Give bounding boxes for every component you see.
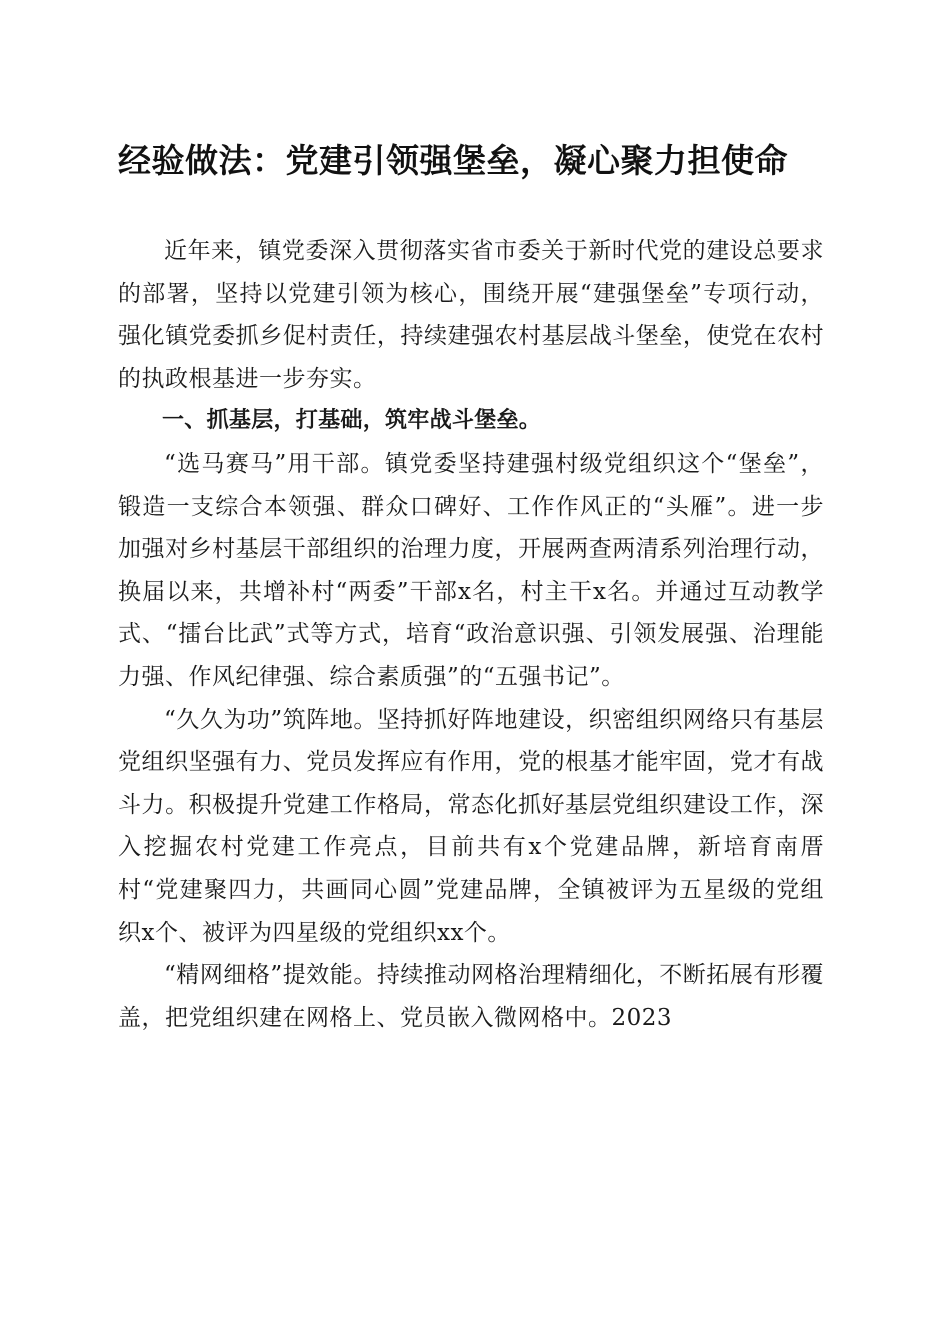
document-body (118, 230, 824, 1039)
body-paragraph: “久久为功”筑阵地。坚持抓好阵地建设，织密组织网络只有基层党组织坚强有力、党员发挥应有作用，党的根基才能牢固，党才有战斗力。积极提升党建工作格局，常态化抓好基层党组织建设工作，深入挖掘农村党建工作亮点，目前共有x个党建品牌，新培育南厝村“党建聚四力，共画同心圆”党建品牌，全镇被评为五星级的党组织x个、被评为四星级的党组织xx个。 (118, 706, 824, 946)
section-heading: 一、抓基层，打基础，筑牢战斗堡垒。 (162, 408, 542, 434)
body-paragraph: “选马赛马”用干部。镇党委坚持建强村级党组织这个“堡垒”，锻造一支综合本领强、群众口碑好、工作作风正的“头雁”。进一步加强对乡村基层干部组织的治理力度，开展两查两清系列治理行动，换届以来，共增补村“两委”干部x名，村主干x名。并通过互动教学式、“擂台比武”式等方式，培育“政治意识强、引领发展强、治理能力强、作风纪律强、综合素质强”的“五强书记”。 (118, 450, 824, 690)
intro-paragraph: 近年来，镇党委深入贯彻落实省市委关于新时代党的建设总要求的部署，坚持以党建引领为核心，围绕开展“建强堡垒”专项行动，强化镇党委抓乡促村责任，持续建强农村基层战斗堡垒，使党在农村的执政根基进一步夯实。 (118, 238, 824, 392)
body-paragraph: “精网细格”提效能。持续推动网格治理精细化，不断拓展有形覆盖，把党组织建在网格上、党员嵌入微网格中。2023 (118, 962, 824, 1031)
document-title: 经验做法：党建引领强堡垒，凝心聚力担使命 (118, 141, 788, 180)
